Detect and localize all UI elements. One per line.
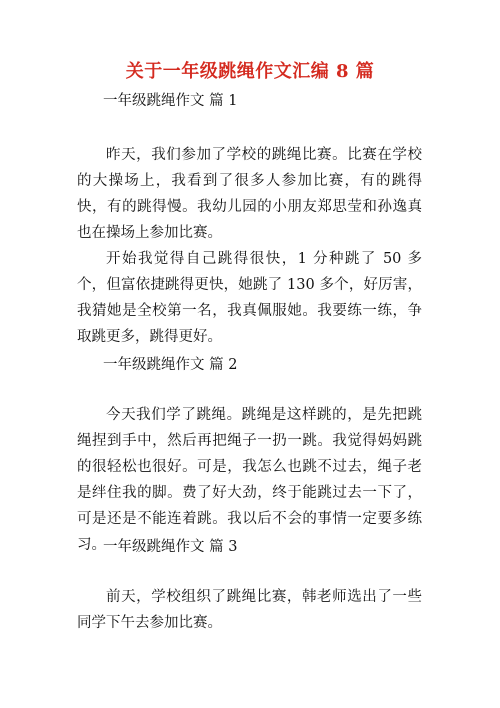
section-heading-2: 一年级跳绳作文 篇 2 bbox=[103, 357, 238, 373]
document-title: 关于一年级跳绳作文汇编 8 篇 bbox=[125, 61, 375, 82]
section-2-paragraph-1: 今天我们学了跳绳。跳绳是这样跳的，是先把跳绳捏到手中，然后再把绳子一扔一跳。我觉得妈妈跳的很轻松也很好。可是，我怎么也跳不过去，绳子老是绊住我的脚。费了好大劲，终于能跳过去一下了，可是还是不能连着跳。我以后不会的事情一定要多练习。 bbox=[77, 407, 422, 553]
section-3-paragraph-1: 前天，学校组织了跳绳比赛，韩老师选出了一些同学下午去参加比赛。 bbox=[77, 589, 422, 631]
section-heading-1: 一年级跳绳作文 篇 1 bbox=[103, 93, 238, 109]
section-1-paragraph-2: 开始我觉得自己跳得很快，1 分种跳了 50 多个，但富依捷跳得更快，她跳了 130 多个，好厉害，我猜她是全校第一名，我真佩服她。我要练一练，争取跳更多，跳得更好。 bbox=[77, 251, 422, 345]
section-heading-3: 一年级跳绳作文 篇 3 bbox=[103, 539, 238, 555]
section-1-paragraph-1: 昨天，我们参加了学校的跳绳比赛。比赛在学校的大操场上，我看到了很多人参加比赛，有的跳得快，有的跳得慢。我幼儿园的小朋友郑思莹和孙逸真也在操场上参加比赛。 bbox=[77, 147, 422, 241]
